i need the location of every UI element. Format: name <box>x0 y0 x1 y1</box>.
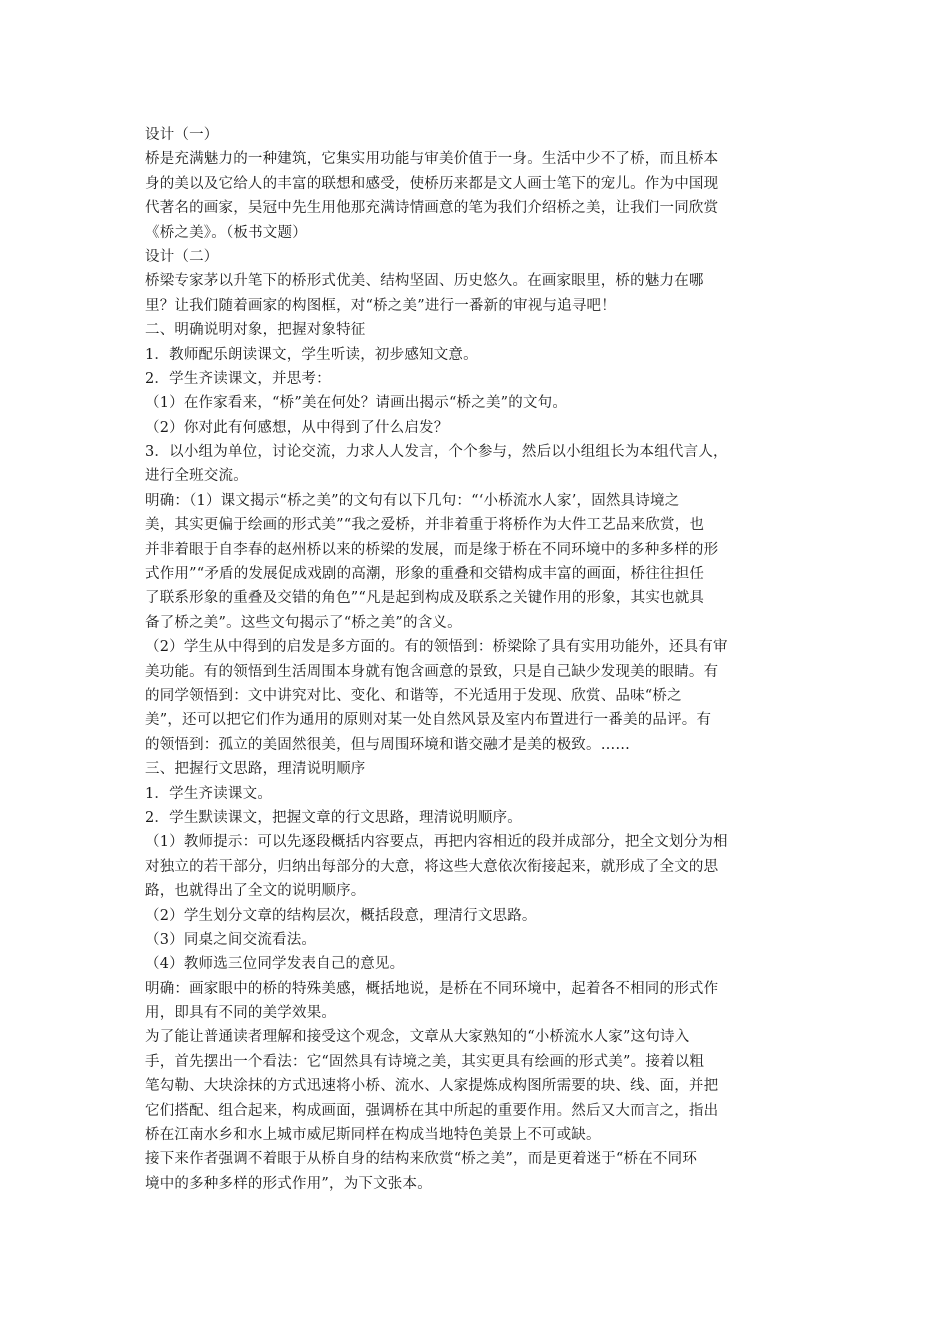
text-line: 笔勾勒、大块涂抹的方式迅速将小桥、流水、人家提炼成构图所需要的块、线、面，并把 <box>145 1078 719 1095</box>
document-body <box>145 123 810 1196</box>
text-line: 式作用”“矛盾的发展促成戏剧的高潮，形象的重叠和交错构成丰富的画面，桥往往担任 <box>145 566 705 583</box>
text-line: 为了能让普通读者理解和接受这个观念，文章从大家熟知的“小桥流水人家”这句诗入 <box>145 1029 690 1046</box>
text-line: 的同学领悟到：文中讲究对比、变化、和谐等，不光适用于发现、欣赏、品味“桥之 <box>145 687 682 704</box>
text-line: 它们搭配、组合起来，构成画面，强调桥在其中所起的重要作用。然后又大而言之，指出 <box>145 1102 719 1119</box>
text-line: 1．学生齐读课文。 <box>145 785 273 802</box>
text-line: （3）同桌之间交流看法。 <box>145 931 317 948</box>
text-line: 境中的多种多样的形式作用”，为下文张本。 <box>145 1175 432 1192</box>
text-line: 二、明确说明对象，把握对象特征 <box>145 322 366 339</box>
text-line: 2．学生齐读课文，并思考： <box>145 370 331 387</box>
text-line: 3．以小组为单位，讨论交流，力求人人发言，个个参与，然后以小组组长为本组代言人， <box>145 444 728 461</box>
text-line: 并非着眼于自李春的赵州桥以来的桥梁的发展，而是缘于桥在不同环境中的多种多样的形 <box>145 541 719 558</box>
text-line: 明确：画家眼中的桥的特殊美感，概括地说，是桥在不同环境中，起着各不相同的形式作 <box>145 980 719 997</box>
text-line: 美功能。有的领悟到生活周围本身就有饱含画意的景致，只是自己缺少发现美的眼睛。有 <box>145 663 719 680</box>
text-line: （2）你对此有何感想，从中得到了什么启发？ <box>145 419 449 436</box>
text-line: 明确：（1）课文揭示“桥之美”的文句有以下几句：“‘小桥流水人家’，固然具诗境之 <box>145 492 680 509</box>
text-line: 对独立的若干部分，归纳出每部分的大意，将这些大意依次衔接起来，就形成了全文的思 <box>145 858 719 875</box>
text-line: 手，首先摆出一个看法：它“固然具有诗境之美，其实更具有绘画的形式美”。接着以粗 <box>145 1053 705 1070</box>
text-line: 身的美以及它给人的丰富的联想和感受，使桥历来都是文人画士笔下的宠儿。作为中国现 <box>145 175 719 192</box>
text-line: 进行全班交流。 <box>145 468 248 485</box>
text-line: 里？让我们随着画家的构图框，对“桥之美”进行一番新的审视与追寻吧！ <box>145 297 616 314</box>
text-line: 备了桥之美”。这些文句揭示了“桥之美”的含义。 <box>145 614 462 631</box>
text-line: 用，即具有不同的美学效果。 <box>145 1005 337 1022</box>
text-line: 的领悟到：孤立的美固然很美，但与周围环境和谐交融才是美的极致。…… <box>145 736 631 753</box>
text-line: 1．教师配乐朗读课文，学生听读，初步感知文意。 <box>145 346 478 363</box>
text-line: （1）在作家看来，“桥”美在何处？请画出揭示“桥之美”的文句。 <box>145 395 568 412</box>
text-line: 设计（二） <box>145 248 219 265</box>
text-line: 桥在江南水乡和水上城市威尼斯同样在构成当地特色美景上不可或缺。 <box>145 1127 601 1144</box>
text-line: 设计（一） <box>145 127 219 143</box>
text-line: 三、把握行文思路，理清说明顺序 <box>145 761 366 778</box>
text-line: 美，其实更偏于绘画的形式美”“我之爱桥，并非着重于将桥作为大件工艺品来欣赏，也 <box>145 517 705 534</box>
text-line: 代著名的画家，吴冠中先生用他那充满诗情画意的笔为我们介绍桥之美，让我们一同欣赏 <box>145 200 719 217</box>
text-line: 路，也就得出了全文的说明顺序。 <box>145 883 366 900</box>
text-line: 《桥之美》。（板书文题） <box>145 224 307 241</box>
text-line: 桥是充满魅力的一种建筑，它集实用功能与审美价值于一身。生活中少不了桥，而且桥本 <box>145 151 719 168</box>
text-line: （1）教师提示：可以先逐段概括内容要点，再把内容相近的段并成部分，把全文划分为相 <box>145 834 728 851</box>
text-line: （4）教师选三位同学发表自己的意见。 <box>145 956 405 973</box>
text-line: 美”，还可以把它们作为通用的原则对某一处自然风景及室内布置进行一番美的品评。有 <box>145 712 712 729</box>
text-line: 2．学生默读课文，把握文章的行文思路，理清说明顺序。 <box>145 809 522 826</box>
text-line: （2）学生从中得到的启发是多方面的。有的领悟到：桥梁除了具有实用功能外，还具有审 <box>145 639 728 656</box>
text-line: （2）学生划分文章的结构层次，概括段意，理清行文思路。 <box>145 907 537 924</box>
text-line: 接下来作者强调不着眼于从桥自身的结构来欣赏“桥之美”，而是更着迷于“桥在不同环 <box>145 1151 698 1168</box>
text-line: 桥梁专家茅以升笔下的桥形式优美、结构坚固、历史悠久。在画家眼里，桥的魅力在哪 <box>145 273 704 290</box>
text-line: 了联系形象的重叠及交错的角色”“凡是起到构成及联系之关键作用的形象，其实也就具 <box>145 590 705 607</box>
